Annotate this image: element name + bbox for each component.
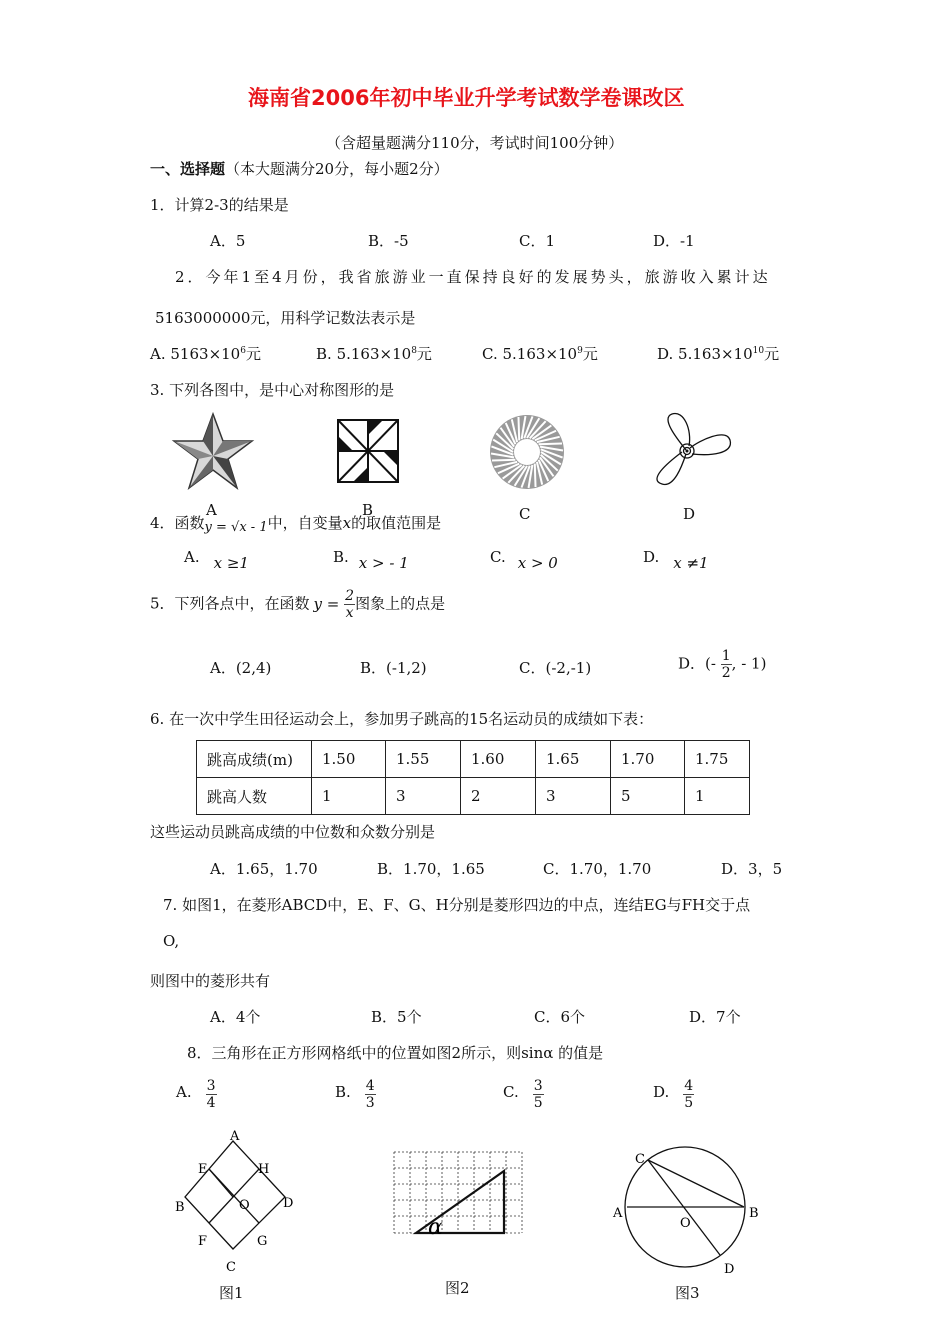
table-cell: 3 xyxy=(386,778,461,815)
fig1-label-a: A xyxy=(230,1129,240,1144)
q4-option-a: A. x ≥1 xyxy=(184,548,249,572)
q8-stem: 8．三角形在正方形网格纸中的位置如图2所示，则sinα 的值是 xyxy=(187,1044,604,1062)
fig1-caption: 图1 xyxy=(219,1284,244,1302)
table-cell: 1 xyxy=(685,778,750,815)
section-title: 一、选择题 xyxy=(150,160,226,178)
exam-info: （含超量题满分110分，考试时间100分钟） xyxy=(326,134,624,152)
section-heading xyxy=(150,158,449,179)
table-row xyxy=(197,778,750,815)
q6-option-c: C．1.70，1.70 xyxy=(543,860,652,878)
fig1-label-g: G xyxy=(257,1234,268,1249)
table-cell: 1.60 xyxy=(461,741,536,778)
fig1-label-f: F xyxy=(198,1234,208,1249)
star-figure xyxy=(170,410,256,492)
q1-option-b: B．-5 xyxy=(368,232,409,250)
q7-stem-line2: O, xyxy=(163,932,180,950)
fig1-label-b: B xyxy=(175,1200,185,1215)
fig3-caption: 图3 xyxy=(675,1284,700,1302)
figure-2-grid xyxy=(390,1148,526,1238)
q5-stem: 5．下列各点中，在函数 y = $\frac{2}{x}$ 图象上的点是 xyxy=(150,588,446,621)
pinwheel-figure xyxy=(335,417,401,485)
table-cell: 2 xyxy=(461,778,536,815)
q4-option-d: D. x ≠1 xyxy=(643,548,709,572)
q2-stem-line1: 2．今年1至4月份，我省旅游业一直保持良好的发展势头，旅游收入累计达 xyxy=(175,268,771,286)
fig2-caption: 图2 xyxy=(445,1279,470,1297)
fig1-label-e: E xyxy=(198,1162,208,1177)
fig3-label-d: D xyxy=(724,1262,735,1277)
q2-option-d: D. $5.163\times 10^{10}$元 xyxy=(657,345,780,363)
q8-option-a: A. $\frac{3}{4}$ xyxy=(176,1078,216,1111)
q4-function: y = √x - 1 xyxy=(204,520,268,535)
q5-option-c: C．(-2,-1) xyxy=(519,659,592,677)
fig-label-a: A xyxy=(206,501,217,519)
q7-stem-line1: 7. 如图1，在菱形ABCD中，E、F、G、H分别是菱形四边的中点，连结EG与FH交于点 xyxy=(163,896,751,914)
propeller-figure xyxy=(640,410,735,490)
figure-1-rhombus xyxy=(165,1125,305,1275)
q6-option-a: A．1.65，1.70 xyxy=(210,860,318,878)
q7-option-c: C．6个 xyxy=(534,1008,586,1026)
fan-spoke xyxy=(535,464,536,487)
q1-option-a: A．5 xyxy=(210,232,246,250)
q6-stem: 6. 在一次中学生田径运动会上，参加男子跳高的15名运动员的成绩如下表： xyxy=(150,710,654,728)
q2-option-b: B. $5.163\times 10^8$元 xyxy=(316,345,432,363)
table-header-cell: 跳高成绩(m) xyxy=(197,741,312,778)
q2-stem-line2: 5163000000元，用科学记数法表示是 xyxy=(155,309,416,327)
q5-option-d-fraction: $\frac{1}{2}$ xyxy=(721,648,731,681)
fig-label-b: B xyxy=(362,501,374,519)
table-cell: 1 xyxy=(312,778,386,815)
table-cell: 1.75 xyxy=(685,741,750,778)
table-cell: 1.50 xyxy=(312,741,386,778)
figure-3-circle xyxy=(605,1145,765,1280)
q7-stem-line3: 则图中的菱形共有 xyxy=(150,972,271,990)
fig1-label-c: C xyxy=(226,1260,236,1275)
q1-stem: 1．计算2-3的结果是 xyxy=(150,196,289,214)
fan-spoke xyxy=(518,417,519,440)
q4-variable: x xyxy=(342,514,352,532)
section-note: （本大题满分20分，每小题2分） xyxy=(225,160,449,178)
q5-function-fraction: $\frac{2}{x}$ xyxy=(345,588,355,621)
fig-label-d: D xyxy=(683,505,696,523)
fig1-label-o: O xyxy=(239,1198,250,1213)
q6-after: 这些运动员跳高成绩的中位数和众数分别是 xyxy=(150,823,436,841)
q5-option-a: A．(2,4) xyxy=(210,659,272,677)
q4-option-b: B. x > - 1 xyxy=(333,548,409,572)
table-row xyxy=(197,741,750,778)
q1-option-c: C．1 xyxy=(519,232,556,250)
q3-stem: 3. 下列各图中，是中心对称图形的是 xyxy=(150,381,395,399)
q5-option-b: B．(-1,2) xyxy=(360,659,427,677)
q8-option-d: D. $\frac{4}{5}$ xyxy=(653,1078,694,1111)
fig3-label-a: A xyxy=(613,1206,623,1221)
fig1-label-d: D xyxy=(283,1196,294,1211)
fig-label-c: C xyxy=(519,505,531,523)
table-cell: 1.65 xyxy=(536,741,611,778)
table-header-cell: 跳高人数 xyxy=(197,778,312,815)
q7-option-b: B．5个 xyxy=(371,1008,422,1026)
table-cell: 3 xyxy=(536,778,611,815)
fan-spoke xyxy=(492,460,515,461)
q6-option-b: B．1.70，1.65 xyxy=(377,860,485,878)
q7-option-a: A．4个 xyxy=(210,1008,261,1026)
fan-spoke xyxy=(539,443,562,444)
q8-option-c: C. $\frac{3}{5}$ xyxy=(503,1078,543,1111)
table-cell: 1.55 xyxy=(386,741,461,778)
radial-fan-figure xyxy=(487,412,567,492)
fig3-label-c: C xyxy=(635,1152,645,1167)
q1-option-d: D．-1 xyxy=(653,232,695,250)
table-cell: 1.70 xyxy=(611,741,685,778)
q5-option-d: D．(- $\frac{1}{2}$ , - 1) xyxy=(678,648,767,681)
q6-option-d: D．3，5 xyxy=(721,860,783,878)
fig3-label-b: B xyxy=(749,1206,759,1221)
q7-option-d: D．7个 xyxy=(689,1008,741,1026)
page-title: 海南省2006年初中毕业升学考试数学卷课改区 xyxy=(248,86,685,110)
fig1-label-h: H xyxy=(258,1162,270,1177)
q8-option-b: B. $\frac{4}{3}$ xyxy=(335,1078,375,1111)
q2-option-c: C. $5.163\times 10^9$元 xyxy=(482,345,598,363)
q4-option-c: C. x > 0 xyxy=(490,548,558,572)
fig3-label-o: O xyxy=(680,1216,691,1231)
fig2-alpha: α xyxy=(428,1215,443,1238)
table-cell: 5 xyxy=(611,778,685,815)
q4-stem: 4．函数y = √x - 1中，自变量x的取值范围是 xyxy=(150,514,442,535)
q2-option-a: A. $5163\times 10^6$元 xyxy=(150,345,261,363)
score-table xyxy=(196,740,750,815)
